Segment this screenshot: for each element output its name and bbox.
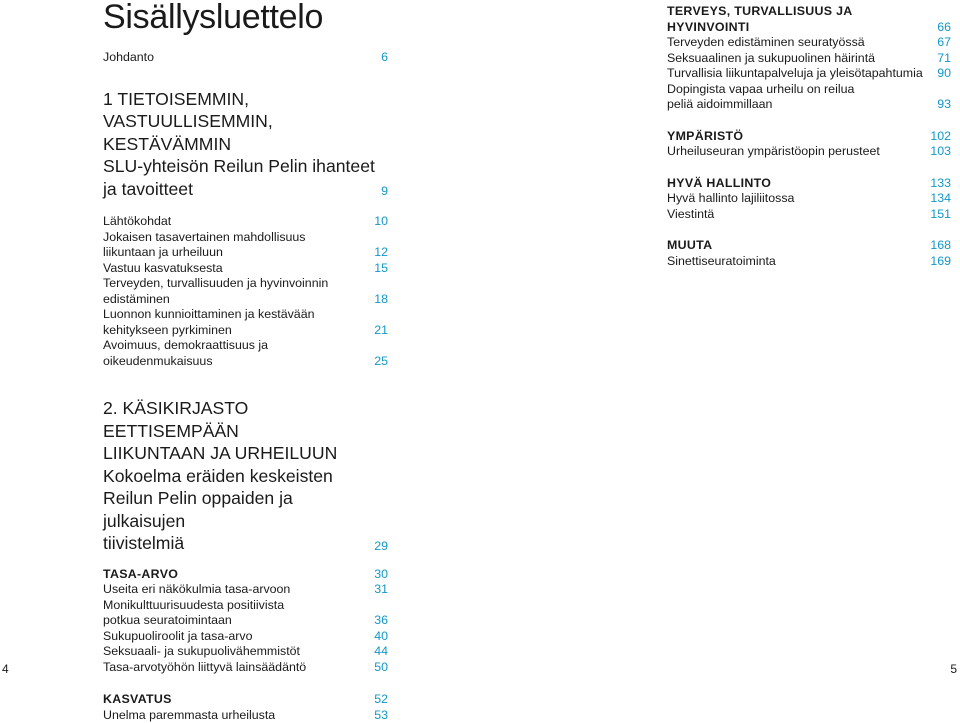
toc-entry-label: Seksuaalinen ja sukupuolinen häirintä (667, 51, 931, 67)
toc-entry-page: 15 (374, 261, 388, 277)
toc-entry[interactable] (103, 582, 388, 598)
toc-entry[interactable] (667, 144, 951, 160)
section-page: 30 (374, 567, 388, 583)
toc-entry-label: Luonnon kunnioittaminen ja kestävään kehitykseen pyrkiminen (103, 307, 368, 338)
toc-entry[interactable] (667, 254, 951, 270)
toc-entry-label: Terveyden, turvallisuuden ja hyvinvoinnin edistäminen (103, 276, 368, 307)
part2-heading-page: 29 (374, 537, 388, 555)
toc-entry[interactable] (103, 598, 388, 629)
section-title: KASVATUS (103, 692, 368, 708)
toc-entry[interactable] (103, 708, 388, 723)
section-page: 52 (374, 692, 388, 708)
toc-entry-label: Monikulttuurisuudesta positiivista potkua seuratoimintaan (103, 598, 368, 629)
section-title: TASA-ARVO (103, 567, 368, 583)
right-page-column (667, 4, 951, 269)
toc-entry[interactable] (103, 629, 388, 645)
section-page: 133 (930, 176, 951, 192)
section-heading[interactable] (667, 238, 951, 254)
toc-entry[interactable] (103, 307, 388, 338)
toc-entry-page: 10 (374, 214, 388, 230)
toc-entry-label: Useita eri näkökulmia tasa-arvoon (103, 582, 368, 598)
toc-entry-page: 103 (930, 144, 951, 160)
toc-entry[interactable] (103, 261, 388, 277)
section-title: TERVEYS, TURVALLISUUS JA HYVINVOINTI (667, 4, 931, 35)
toc-entry-label: Unelma paremmasta urheilusta (103, 708, 368, 723)
toc-entry-label: Hyvä hallinto lajiliitossa (667, 191, 924, 207)
toc-entry-page: 12 (374, 245, 388, 261)
toc-entry[interactable] (103, 660, 388, 676)
toc-entry[interactable] (667, 191, 951, 207)
part2-heading[interactable] (103, 397, 388, 555)
toc-entry-intro[interactable] (103, 50, 388, 66)
section-heading[interactable] (103, 692, 388, 708)
toc-entry-page: 53 (374, 708, 388, 723)
section-title: YMPÄRISTÖ (667, 129, 924, 145)
toc-entry[interactable] (103, 214, 388, 230)
toc-entry-label: Tasa-arvotyöhön liittyvä lainsäädäntö (103, 660, 368, 676)
toc-entry[interactable] (667, 51, 951, 67)
part1-heading[interactable] (103, 88, 388, 201)
toc-entry-label: Dopingista vapaa urheilu on reilua peliä aidoimmillaan (667, 82, 931, 113)
toc-entry[interactable] (103, 276, 388, 307)
toc-entry[interactable] (667, 66, 951, 82)
toc-entry-page: 90 (937, 66, 951, 82)
toc-entry[interactable] (103, 644, 388, 660)
page-number-left: 4 (2, 662, 9, 676)
toc-entry[interactable] (667, 82, 951, 113)
toc-entry-page: 44 (374, 644, 388, 660)
part2-heading-text: 2. KÄSIKIRJASTO EETTISEMPÄÄN LIIKUNTAAN JA URHEILUUN Kokoelma eräiden keskeisten Reilun Pelin oppaiden ja julkaisujen tiivistelmiä (103, 397, 374, 555)
toc-entry-page: 18 (374, 292, 388, 308)
toc-entry-page: 50 (374, 660, 388, 676)
toc-entry-page: 25 (374, 354, 388, 370)
toc-entry-label: Viestintä (667, 207, 924, 223)
toc-entry[interactable] (103, 338, 388, 369)
toc-entry[interactable] (667, 207, 951, 223)
toc-entry-page: 71 (937, 51, 951, 67)
part1-heading-text: 1 TIETOISEMMIN, VASTUULLISEMMIN, KESTÄVÄMMIN SLU-yhteisön Reilun Pelin ihanteet ja tavoitteet (103, 88, 381, 201)
section-heading[interactable] (667, 129, 951, 145)
toc-entry-page: 21 (374, 323, 388, 339)
toc-entry-label: Seksuaali- ja sukupuolivähemmistöt (103, 644, 368, 660)
toc-entry-page: 6 (381, 50, 388, 66)
toc-entry[interactable] (667, 35, 951, 51)
toc-entry-label: Jokaisen tasavertainen mahdollisuus liikuntaan ja urheiluun (103, 230, 368, 261)
section-heading[interactable] (667, 176, 951, 192)
part2-section-list (103, 567, 388, 723)
toc-entry-page: 31 (374, 582, 388, 598)
toc-entry-label: Turvallisia liikuntapalveluja ja yleisötapahtumia (667, 66, 931, 82)
toc-entry-page: 40 (374, 629, 388, 645)
part1-entry-list (103, 214, 388, 369)
toc-entry[interactable] (103, 230, 388, 261)
toc-entry-page: 151 (930, 207, 951, 223)
page-title: Sisällysluettelo (103, 0, 388, 34)
toc-entry-page: 134 (930, 191, 951, 207)
section-page: 66 (937, 20, 951, 36)
toc-entry-label: Johdanto (103, 50, 375, 66)
section-heading[interactable] (103, 567, 388, 583)
toc-entry-page: 93 (937, 97, 951, 113)
toc-entry-label: Sinettiseuratoiminta (667, 254, 924, 270)
part1-heading-page: 9 (381, 182, 388, 200)
left-page-column (103, 0, 388, 723)
toc-entry-label: Sukupuoliroolit ja tasa-arvo (103, 629, 368, 645)
toc-entry-label: Avoimuus, demokraattisuus ja oikeudenmukaisuus (103, 338, 368, 369)
toc-entry-label: Urheiluseuran ympäristöopin perusteet (667, 144, 924, 160)
toc-entry-page: 67 (937, 35, 951, 51)
right-section-list (667, 4, 951, 269)
toc-entry-label: Vastuu kasvatuksesta (103, 261, 368, 277)
toc-entry-page: 169 (930, 254, 951, 270)
toc-entry-label: Lähtökohdat (103, 214, 368, 230)
section-heading[interactable] (667, 4, 951, 35)
section-page: 168 (930, 238, 951, 254)
toc-entry-page: 36 (374, 613, 388, 629)
section-page: 102 (930, 129, 951, 145)
page-number-right: 5 (950, 662, 957, 676)
toc-entry-label: Terveyden edistäminen seuratyössä (667, 35, 931, 51)
section-title: MUUTA (667, 238, 924, 254)
section-title: HYVÄ HALLINTO (667, 176, 924, 192)
